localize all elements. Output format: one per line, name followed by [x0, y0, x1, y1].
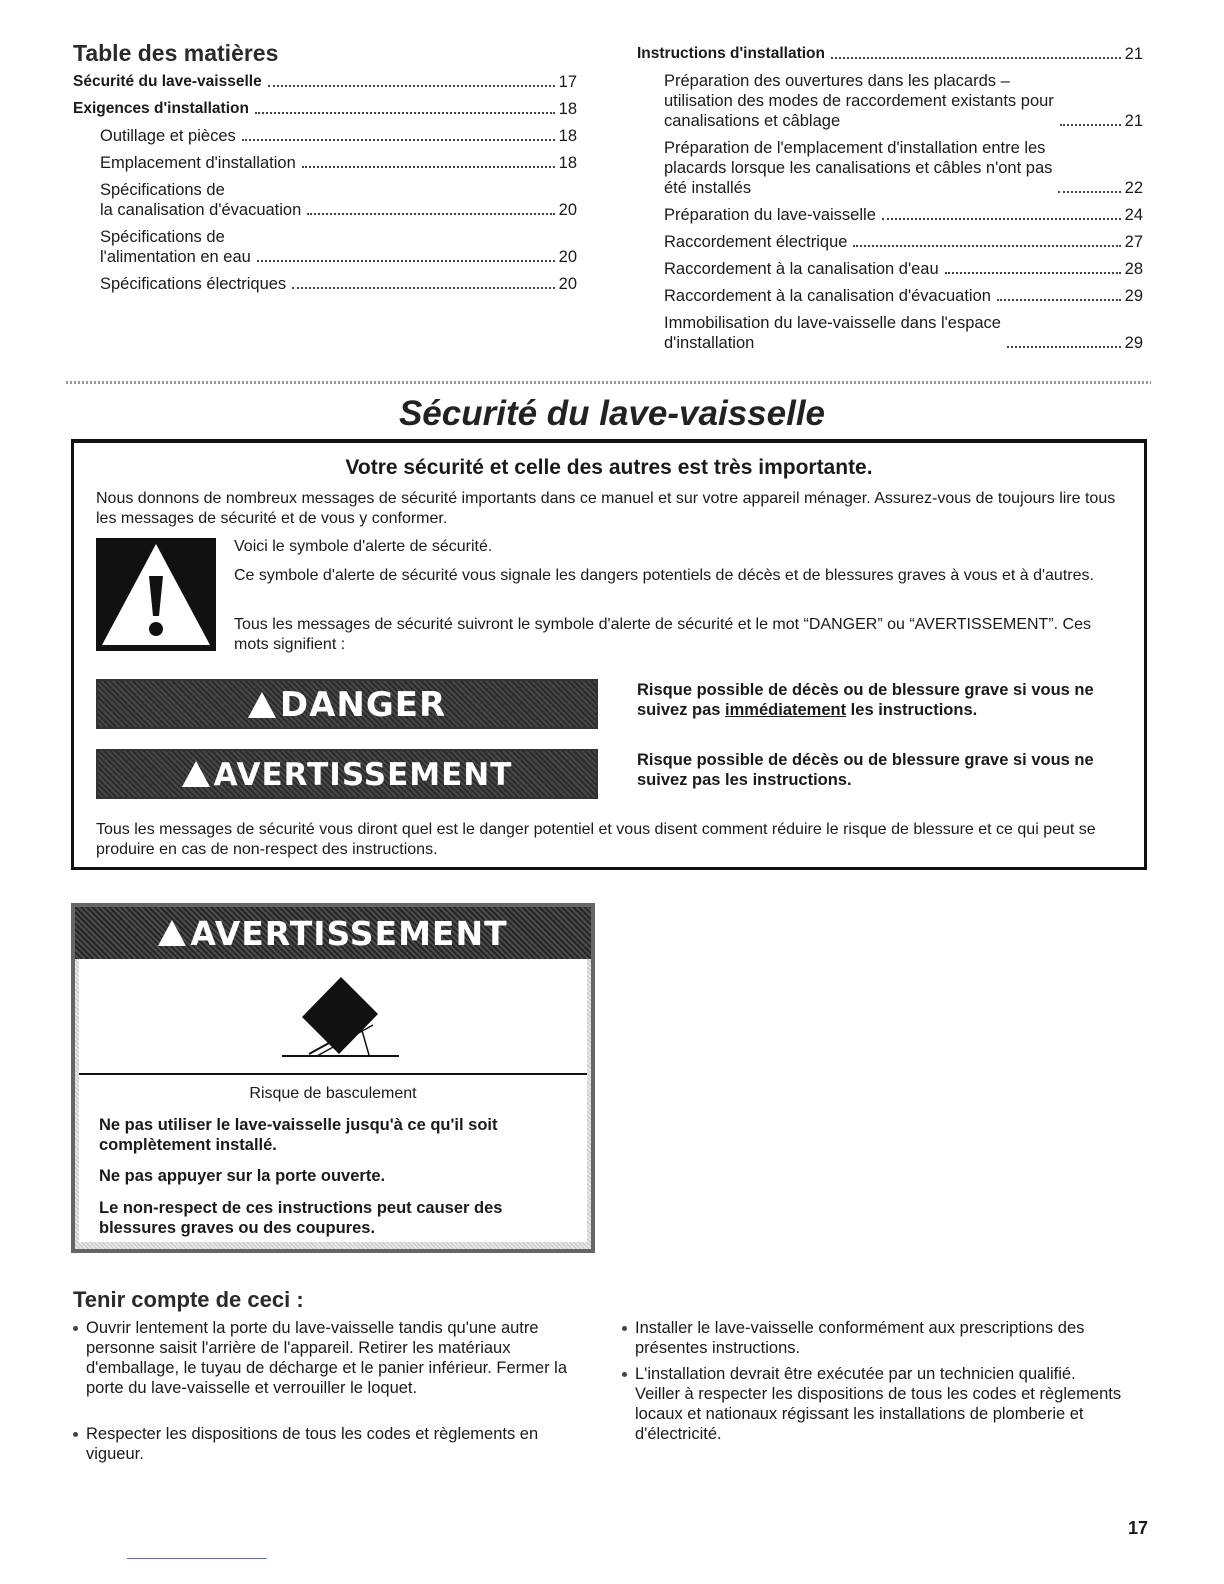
- toc-entry-page: 20: [558, 201, 577, 219]
- safety-alert-triangle-icon: [158, 920, 186, 946]
- toc-entry-page: 28: [1124, 260, 1143, 278]
- bullet-item: [622, 1364, 1122, 1444]
- warning-label: AVERTISSEMENT: [213, 757, 513, 793]
- safety-alert-triangle-icon: [248, 692, 276, 718]
- bullet-item: [73, 1424, 573, 1464]
- toc-entry-page: 18: [558, 127, 577, 145]
- warning-line: Le non-respect de ces instructions peut causer des blessures graves ou des coupures.: [99, 1199, 503, 1237]
- danger-badge: [96, 679, 598, 729]
- bullet-item: [73, 1318, 573, 1398]
- toc-entry-page: 18: [558, 100, 577, 118]
- warning-caption: Risque de basculement: [249, 1085, 417, 1102]
- safety-box: [71, 439, 1147, 870]
- page-number: 17: [1128, 1518, 1149, 1538]
- toc-entry: [73, 274, 577, 294]
- toc-entry-text: Raccordement électrique: [664, 233, 848, 251]
- section-title: Sécurité du lave-vaisselle: [398, 394, 826, 433]
- toc-left-column: [73, 72, 577, 301]
- toc-entry-text: Raccordement à la canalisation d'eau: [664, 260, 939, 278]
- toc-entry-text: Spécifications de l'alimentation en eau: [100, 228, 251, 266]
- toc-entry-text: Instructions d'installation: [637, 45, 825, 62]
- safety-alert-triangle-icon: [96, 538, 216, 651]
- toc-entry-page: 21: [1124, 45, 1143, 63]
- bullet-text: Respecter les dispositions de tous les codes et règlements en vigueur.: [86, 1425, 539, 1463]
- safety-symbol-desc: Ce symbole d'alerte de sécurité vous signale les dangers potentiels de décès et de blessures graves à vous et à d'autres.: [234, 567, 1094, 584]
- toc-entry-text: Sécurité du lave-vaisselle: [73, 73, 262, 90]
- toc-entry: [637, 138, 1143, 198]
- toc-entry-text: Préparation du lave-vaisselle: [664, 206, 876, 224]
- toc-entry-text: Emplacement d'installation: [100, 154, 296, 172]
- danger-risk-post: les instructions.: [846, 701, 978, 719]
- tenir-title: Tenir compte de ceci :: [73, 1287, 304, 1312]
- toc-entry-text: Exigences d'installation: [73, 100, 249, 117]
- toc-entry-text: Outillage et pièces: [100, 127, 236, 145]
- safety-alert-triangle-icon: [182, 761, 210, 787]
- warning-badge: [96, 749, 598, 799]
- warning-card-body: [79, 1075, 587, 1242]
- toc-title: Table des matières: [73, 40, 279, 66]
- danger-risk-underline: immédiatement: [725, 701, 847, 719]
- danger-label: DANGER: [279, 685, 447, 725]
- toc-entry-page: 21: [1124, 112, 1143, 130]
- toc-entry-page: 18: [558, 154, 577, 172]
- safety-signal-words: Tous les messages de sécurité suivront le symbole d'alerte de sécurité et le mot “DANGER” ou “AVERTISSEMENT”. Ces mots signifient :: [234, 616, 1091, 653]
- footer-rule: [127, 1558, 267, 1559]
- danger-risk-pre: Risque possible de décès ou de blessure grave si vous ne suivez pas: [637, 681, 1094, 719]
- tip-over-hazard-icon: [79, 959, 587, 1075]
- toc-entry: [73, 153, 577, 173]
- bullet-item: [622, 1318, 1122, 1358]
- warning-card-label: AVERTISSEMENT: [190, 914, 508, 953]
- danger-risk-text: [637, 680, 1137, 720]
- toc-entry-page: 17: [558, 73, 577, 91]
- toc-entry-page: 22: [1124, 179, 1143, 197]
- toc-entry-text: Raccordement à la canalisation d'évacuation: [664, 287, 991, 305]
- bullet-text: L'installation devrait être exécutée par un technicien qualifié. Veiller à respecter les dispositions de tous les codes et règlements locaux et nationaux régissant les installations de plomberie et d'électricité.: [635, 1365, 1122, 1443]
- warning-card-header: [75, 907, 591, 959]
- toc-entry: [637, 232, 1143, 252]
- toc-entry-page: 27: [1124, 233, 1143, 251]
- toc-entry: [73, 72, 577, 92]
- toc-entry: [637, 205, 1143, 225]
- toc-entry: [73, 126, 577, 146]
- safety-closing: Tous les messages de sécurité vous diront quel est le danger potentiel et vous disent comment réduire le risque de blessure et ce qui peut se produire en cas de non-respect des instructions.: [96, 821, 1096, 858]
- toc-entry: [73, 180, 577, 220]
- section-divider: [66, 381, 1151, 384]
- warning-line: Ne pas appuyer sur la porte ouverte.: [99, 1167, 386, 1185]
- toc-entry-text: Spécifications électriques: [100, 275, 287, 293]
- toc-entry-text: Immobilisation du lave-vaisselle dans l'espace d'installation: [664, 314, 1001, 352]
- warning-line: Ne pas utiliser le lave-vaisselle jusqu'à ce qu'il soit complètement installé.: [99, 1116, 498, 1154]
- safety-heading: Votre sécurité et celle des autres est très importante.: [345, 456, 873, 479]
- safety-symbol-line: Voici le symbole d'alerte de sécurité.: [234, 538, 493, 555]
- toc-entry-text: Préparation de l'emplacement d'installation entre les placards lorsque les canalisations et câbles n'ont pas été installés: [664, 139, 1053, 197]
- safety-intro: Nous donnons de nombreux messages de sécurité importants dans ce manuel et sur votre appareil ménager. Assurez-vous de toujours lire tous les messages de sécurité et de vous y conformer.: [96, 490, 1116, 527]
- toc-entry-page: 29: [1124, 287, 1143, 305]
- toc-entry: [637, 44, 1143, 64]
- toc-entry: [637, 286, 1143, 306]
- toc-entry: [637, 259, 1143, 279]
- warning-risk-text: Risque possible de décès ou de blessure grave si vous ne suivez pas les instructions.: [637, 751, 1094, 789]
- toc-entry-page: 29: [1124, 334, 1143, 352]
- toc-entry-page: 24: [1124, 206, 1143, 224]
- toc-entry: [73, 99, 577, 119]
- toc-right-column: [637, 44, 1143, 360]
- tip-over-warning-card: [71, 903, 595, 1253]
- bullet-text: Ouvrir lentement la porte du lave-vaisselle tandis qu'une autre personne saisit l'arrière de l'appareil. Retirer les matériaux d'emballage, le tuyau de décharge et le panier inférieur. Fermer la porte du lave-vaisselle et verrouiller le loquet.: [86, 1319, 568, 1397]
- toc-entry-text: Préparation des ouvertures dans les placards – utilisation des modes de raccordement existants pour canalisations et câblage: [664, 72, 1054, 130]
- toc-entry: [637, 71, 1143, 131]
- toc-entry: [637, 313, 1143, 353]
- toc-entry-page: 20: [558, 275, 577, 293]
- toc-entry-page: 20: [558, 248, 577, 266]
- toc-entry-text: Spécifications de la canalisation d'évacuation: [100, 181, 302, 219]
- toc-entry: [73, 227, 577, 267]
- bullet-text: Installer le lave-vaisselle conformément aux prescriptions des présentes instructions.: [635, 1319, 1085, 1357]
